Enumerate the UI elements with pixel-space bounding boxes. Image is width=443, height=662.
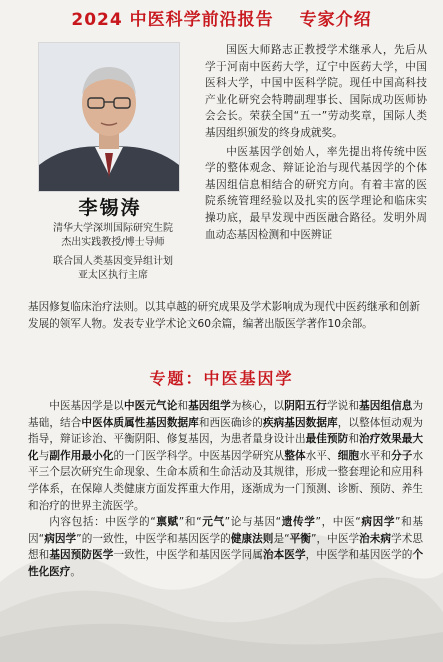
emphasis-term: 整体	[284, 449, 306, 462]
text-run: 中医基因学是以	[49, 400, 124, 412]
text-run: 为基础，结合	[28, 400, 424, 429]
text-run: 学术思想和	[28, 532, 423, 562]
text-run: 和	[177, 400, 189, 412]
text-run: 内容包括：中医学的“	[49, 516, 156, 529]
text-run: 是“	[273, 532, 290, 545]
text-run: 水平、	[305, 449, 338, 462]
section-title: 专题：中医基因学	[149, 369, 294, 388]
expert-title-line: 亚太区执行主席	[78, 269, 148, 281]
emphasis-term: 最佳预防	[305, 433, 349, 446]
text-run: 水平三个层次研究生命现象、生命本质和生命活动及其规律，形成一整套理论和应用科学体系，在保障人类健康方面发挥重大作用，逐渐成为一门预测、诊断、预防、养生和治疗的世界主流医学。	[28, 449, 424, 512]
expert-name: 李锡涛	[78, 197, 142, 219]
expert-title-line: 清华大学深圳国际研究生院	[53, 223, 173, 234]
expert-title-line: 杰出实践教授/博士导师	[61, 236, 165, 248]
header-section-label: 专家介绍	[299, 9, 372, 30]
text-run: 。	[70, 565, 81, 578]
expert-portrait	[38, 42, 180, 192]
text-run: 学说和	[326, 400, 360, 412]
expert-bio	[205, 42, 427, 243]
emphasis-term: 疾病基因数据库	[262, 416, 338, 429]
emphasis-term: 治疗效果最大化	[28, 433, 424, 462]
emphasis-term: 病因学	[360, 516, 396, 529]
text-run: ”，中医学	[310, 532, 360, 545]
emphasis-term: 平衡	[289, 532, 311, 545]
emphasis-term: 元气	[201, 516, 225, 529]
emphasis-term: 基因组学	[188, 400, 231, 412]
emphasis-term: 基因预防医学	[49, 549, 114, 562]
text-run: ，中医学和基因医学的	[305, 549, 413, 562]
emphasis-term: 健康法则	[230, 532, 274, 545]
emphasis-term: 个性化医疗	[28, 549, 424, 578]
text-run: 的一门医学科学。中医基因学研究从	[113, 449, 285, 462]
text-run: 与	[38, 449, 50, 462]
page-header	[0, 0, 443, 34]
emphasis-term: 中医体质属性基因数据库	[81, 416, 199, 429]
text-run: ”，中医“	[315, 516, 361, 529]
text-run: 和西医确诊的	[198, 416, 263, 429]
emphasis-term: 中医元气论	[123, 400, 178, 412]
text-run: ”论与基因“	[224, 516, 282, 529]
text-run: 水平和	[359, 449, 392, 462]
body-paragraph	[28, 398, 423, 514]
bio-paragraph: 中医基因学创始人，率先提出将传统中医学的整体观念、辩证论治与现代基因学的个体基因组信息相结合的研究方向。有着丰富的医院系统管理经验以及扎实的医学理论和临床实操功底，最早发现中西医融合路径。发明外周血动态基因检测和中医辨证	[205, 145, 427, 241]
emphasis-term: 禀赋	[155, 516, 179, 529]
bio-paragraph: 国医大师路志正教授学术继承人，先后从学于河南中医药大学，辽宁中医药大学，中国医科大学，中国中医科学院。现任中国高科技产业化研究会特聘副理事长、国际成功医师协会会长。荣获全国“五一”劳动奖章，国际人类基因组织颁发的终身成就奖。	[205, 44, 427, 139]
text-run: 为核心，以	[230, 400, 285, 412]
emphasis-term: 副作用最小化	[49, 449, 114, 462]
text-run: 和	[348, 433, 360, 446]
emphasis-term: 基因组信息	[359, 400, 413, 412]
emphasis-term: 遗传学	[281, 516, 316, 529]
emphasis-term: 分子	[391, 449, 413, 462]
bio-paragraph-continued: 基因修复临床治疗法则。以其卓越的研究成果及学术影响成为现代中医药继承和创新发展的领军人物。发表专业学术论文60余篇，编著出版医学著作10余部。	[28, 301, 420, 330]
text-run: ”的一致性，中医学和基因医学的	[76, 532, 231, 545]
expert-title-line: 联合国人类基因变异组计划	[53, 256, 173, 267]
text-run: ”和基因“	[28, 516, 423, 545]
text-run: ，以整体恒动观为指导，辩证诊治、平衡阴阳、修复基因，为患者量身设计出	[28, 416, 424, 446]
emphasis-term: 病因学	[44, 532, 77, 545]
emphasis-term: 治本医学	[262, 549, 306, 562]
header-report-title: 2024 中医科学前沿报告	[71, 9, 274, 30]
emphasis-term: 细胞	[337, 449, 360, 462]
emphasis-term: 阴阳五行	[284, 400, 327, 412]
section-body	[28, 398, 423, 581]
body-paragraph	[28, 514, 423, 580]
expert-titles	[18, 222, 208, 282]
emphasis-term: 治未病	[359, 532, 392, 545]
text-run: 一致性，中医学和基因医学同属	[113, 549, 263, 562]
text-run: ”和“	[178, 516, 202, 529]
